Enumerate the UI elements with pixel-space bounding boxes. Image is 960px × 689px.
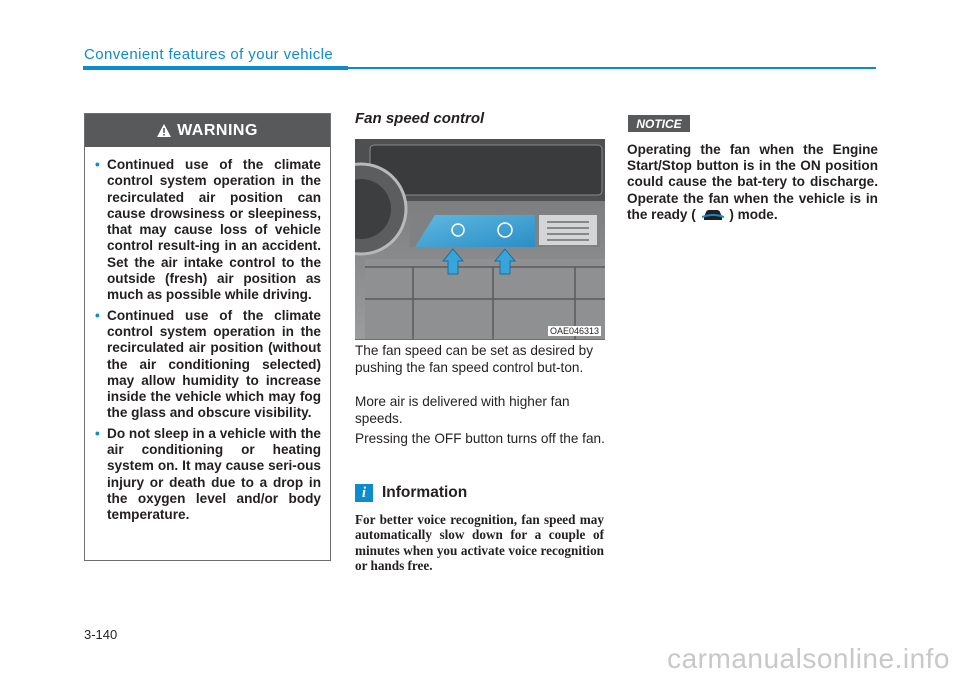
notice-badge: NOTICE (628, 115, 690, 132)
climate-panel-illustration (355, 139, 605, 339)
warning-triangle-icon (157, 124, 171, 137)
info-icon: i (355, 484, 373, 502)
header-accent-bar (83, 66, 348, 70)
body-paragraph: The fan speed can be set as desired by pushing the fan speed control but-ton. (355, 343, 594, 375)
warning-item: • Continued use of the climate control system operation in the recirculated air position can cause drowsiness or sleepiness, that may cause loss of vehicle control result-ing in an accident. Set the air intake control to the outside (fresh) air position as much as possible while driving. (95, 157, 321, 303)
figure-code: OAE046313 (549, 326, 599, 336)
section-header-title: Convenient features of your vehicle (84, 46, 334, 63)
fan-control-figure (355, 139, 605, 340)
page-number: 3-140 (84, 627, 118, 642)
warning-item: • Do not sleep in a vehicle with the air conditioning or heating system on. It may cause seri-ous injury or death due to a drop in the oxygen level and/or body temperature. (95, 425, 321, 523)
section-title: Fan speed control (355, 110, 485, 127)
body-paragraph: Pressing the OFF button turns off the fan. (355, 431, 605, 446)
warning-header (85, 114, 330, 147)
notice-text (627, 142, 878, 223)
ready-car-icon (702, 208, 724, 222)
information-text: For better voice recognition, fan speed may automatically slow down for a couple of minutes when you activate voice recognition or hands free. (355, 512, 604, 573)
warning-label: WARNING (177, 121, 258, 139)
warning-item: • Continued use of the climate control system operation in the recirculated air position (without the air conditioning selected) may allow humidity to increase inside the vehicle which may fog the glass and obscure visibility. (95, 307, 321, 421)
warning-box (84, 113, 331, 561)
notice-text-after: ) mode. (729, 206, 778, 222)
watermark: carmanualsonline.info (667, 643, 950, 674)
warning-list (85, 147, 330, 524)
information-heading (355, 484, 467, 502)
information-label: Information (382, 484, 468, 501)
header-rule (348, 67, 876, 69)
notice-text-before: Operating the fan when the Engine Start/Stop button is in the ON position could cause the bat-tery to discharge. Operate the fan when the vehicle is in the ready ( (627, 142, 878, 222)
body-paragraph: More air is delivered with higher fan speeds. (355, 394, 570, 426)
